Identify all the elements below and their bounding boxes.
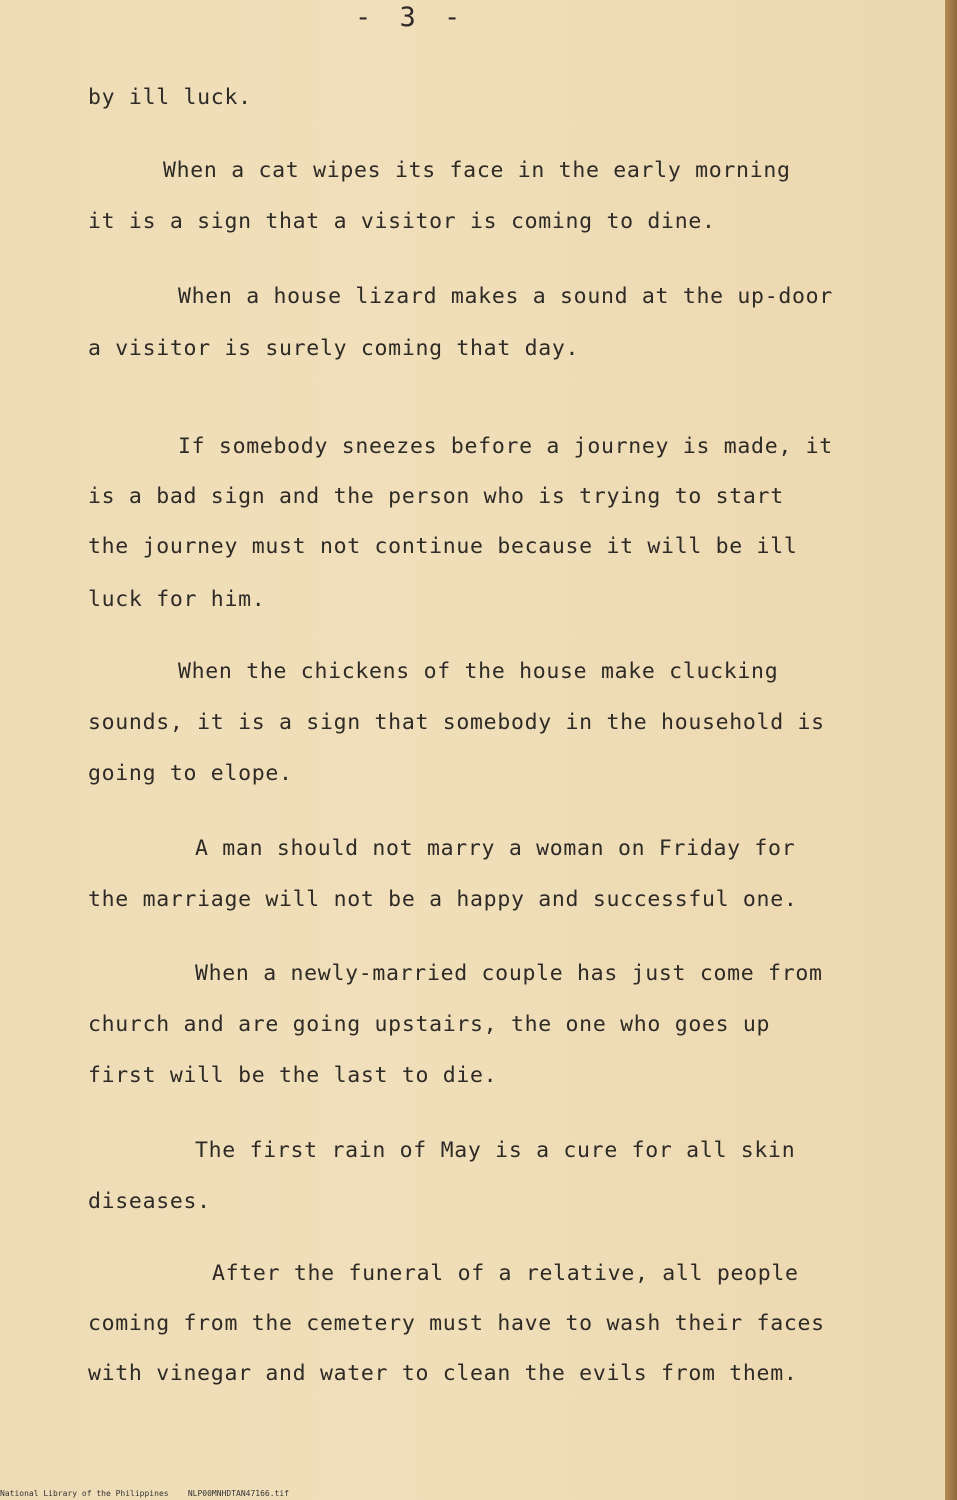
text-line: going to elope.: [88, 761, 293, 786]
text-line: the marriage will not be a happy and successful one.: [88, 887, 798, 912]
text-line: the journey must not continue because it will be ill: [88, 534, 798, 559]
text-line: If somebody sneezes before a journey is made, it: [178, 434, 833, 459]
text-line: is a bad sign and the person who is trying to start: [88, 484, 784, 509]
page-number: - 3 -: [355, 2, 467, 33]
text-line: sounds, it is a sign that somebody in the household is: [88, 710, 825, 735]
text-line: When the chickens of the house make clucking: [178, 659, 779, 684]
text-line: church and are going upstairs, the one who goes up: [88, 1012, 771, 1037]
text-line: When a house lizard makes a sound at the up-door: [178, 284, 833, 309]
text-line: diseases.: [88, 1189, 211, 1214]
text-line: a visitor is surely coming that day.: [88, 336, 580, 361]
page-edge: [945, 0, 957, 1500]
text-line: The first rain of May is a cure for all skin: [195, 1138, 796, 1163]
text-line: first will be the last to die.: [88, 1063, 498, 1088]
text-line: with vinegar and water to clean the evils from them.: [88, 1361, 798, 1386]
text-line: After the funeral of a relative, all people: [212, 1261, 799, 1286]
text-line: When a cat wipes its face in the early morning: [163, 158, 791, 183]
text-line: When a newly-married couple has just come from: [195, 961, 823, 986]
text-line: A man should not marry a woman on Friday for: [195, 836, 796, 861]
scan-footer: National Library of the Philippines NLP00MNHDTAN47166.tif: [0, 1489, 289, 1498]
text-line: by ill luck.: [88, 85, 252, 110]
text-line: it is a sign that a visitor is coming to dine.: [88, 209, 716, 234]
text-line: coming from the cemetery must have to wash their faces: [88, 1311, 825, 1336]
text-line: luck for him.: [88, 587, 266, 612]
